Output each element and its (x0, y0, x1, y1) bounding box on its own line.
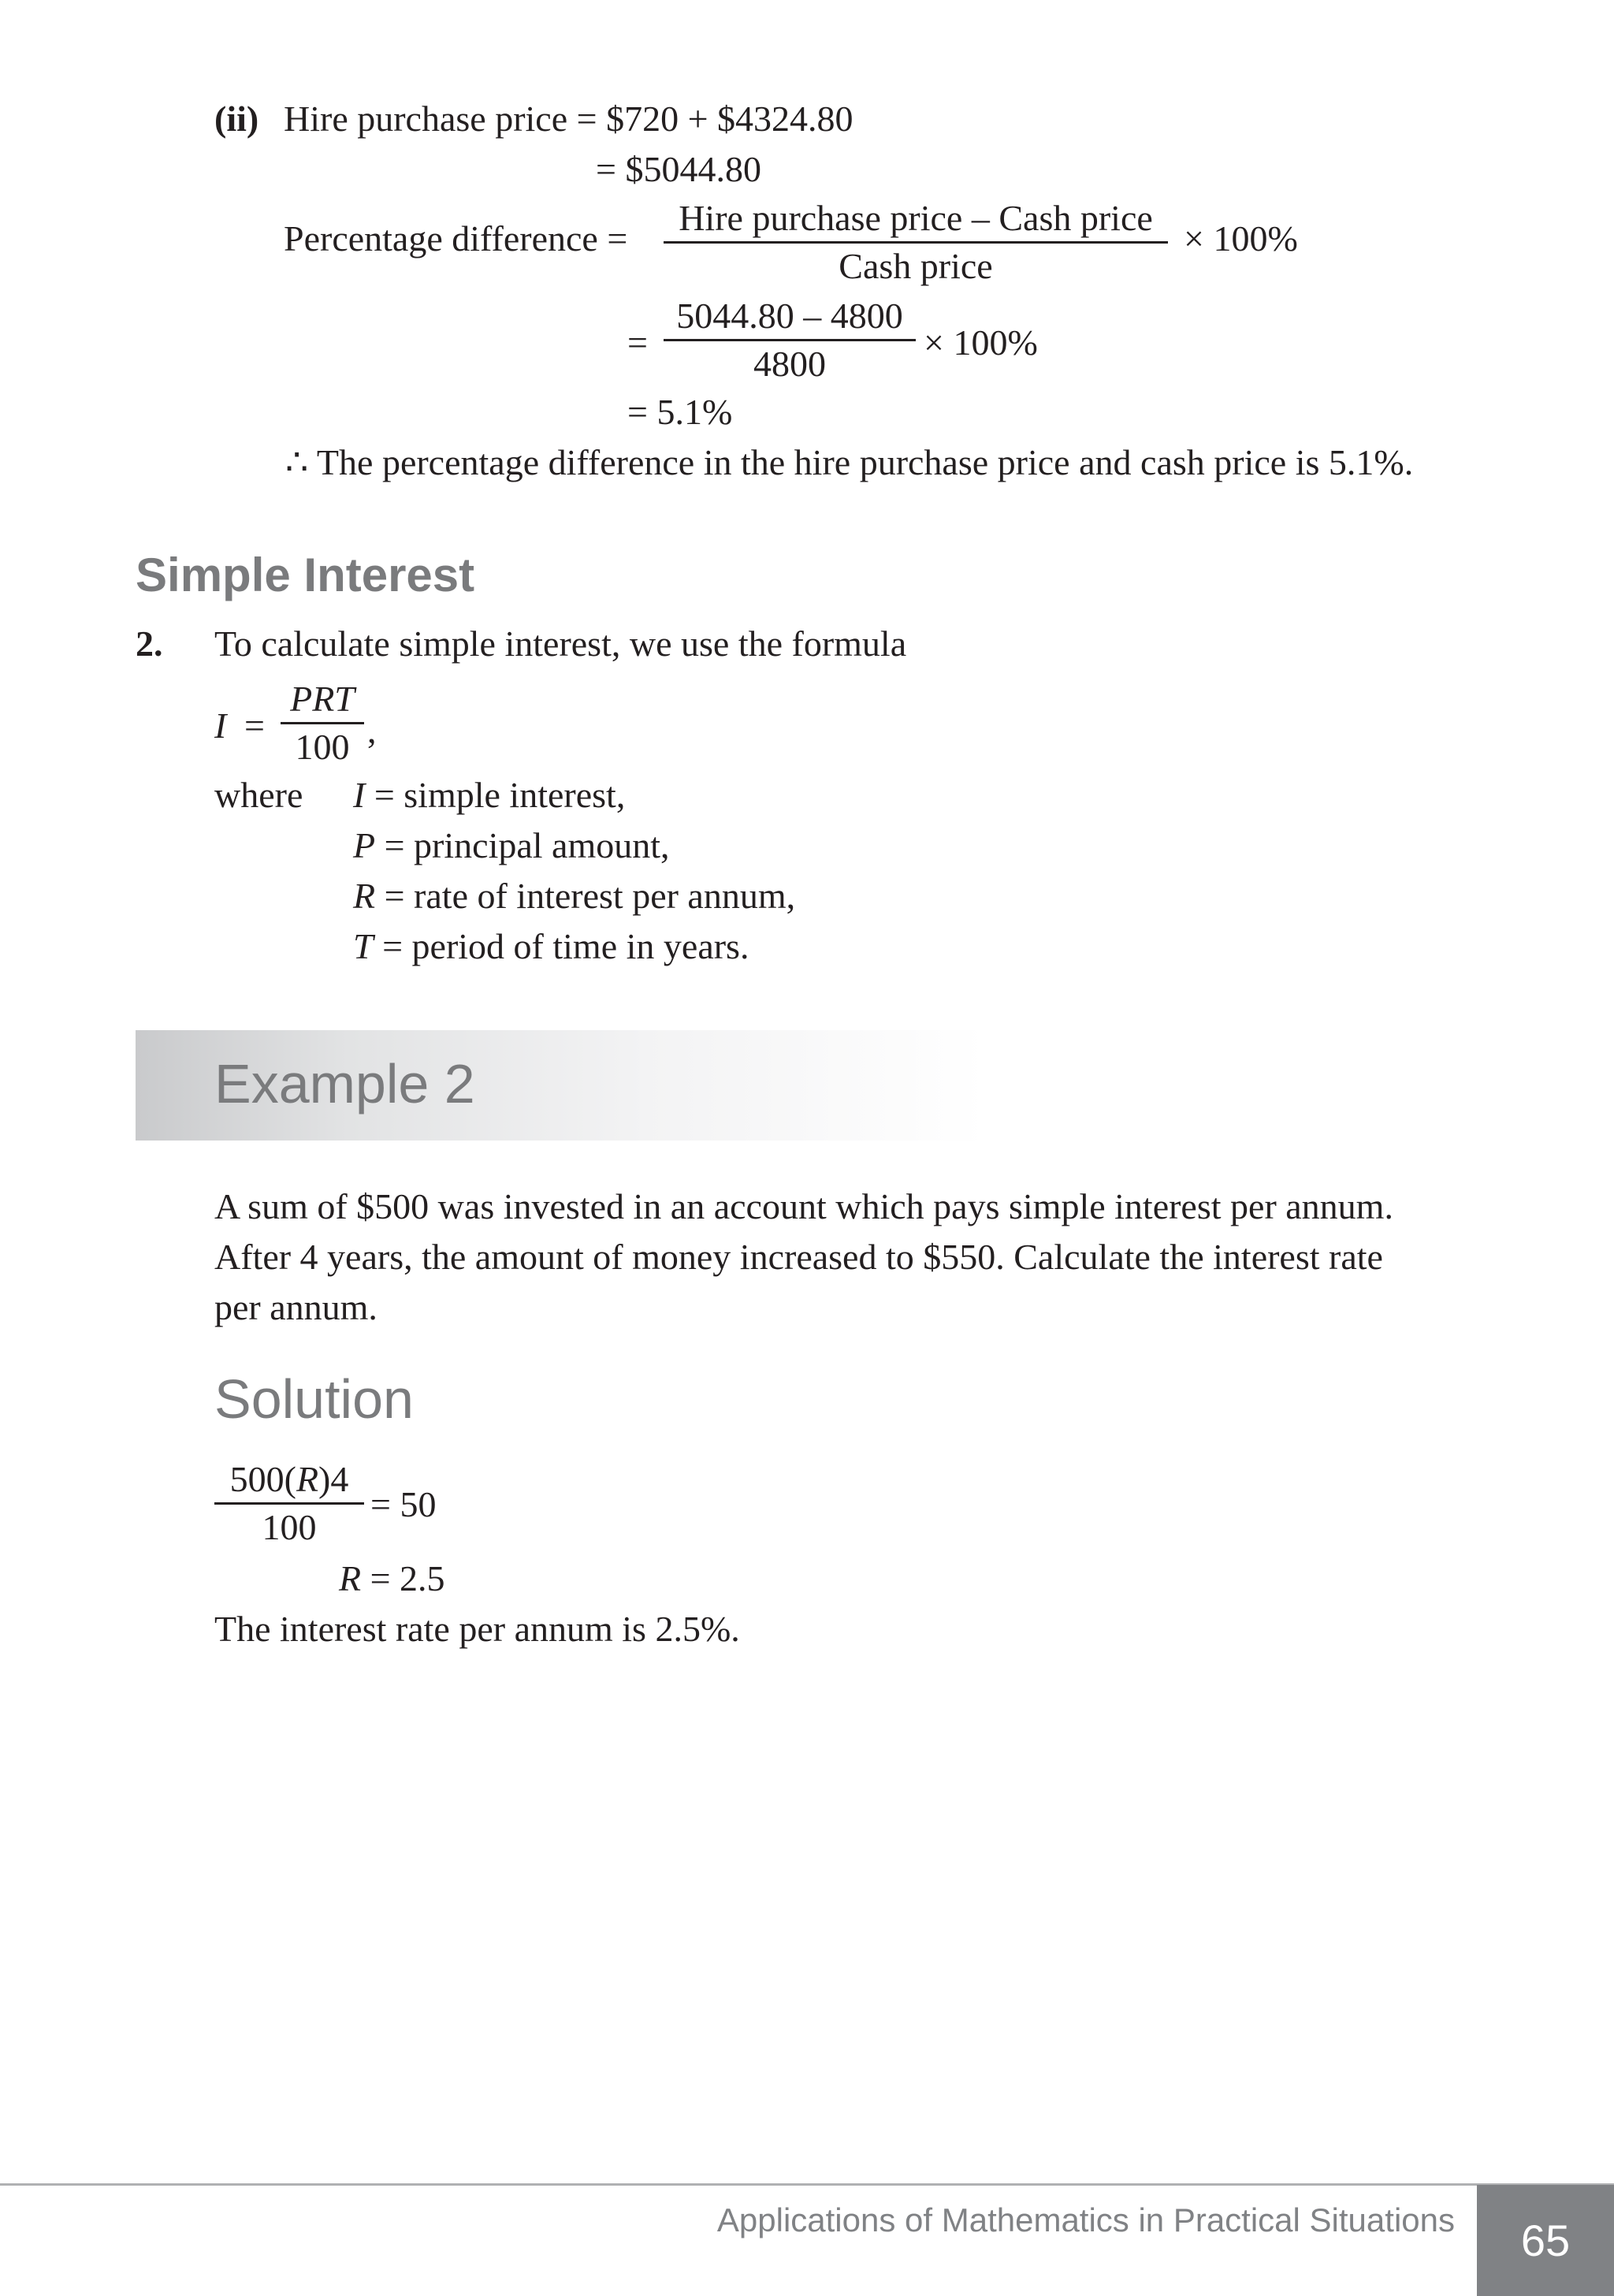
fraction-bar (281, 722, 364, 724)
fraction-numerator: Hire purchase price – Cash price (679, 198, 1153, 238)
variable-symbol: R (353, 876, 376, 916)
formula-intro: To calculate simple interest, we use the formula (214, 623, 907, 664)
definition-line (353, 777, 625, 813)
fraction-denominator: Cash price (839, 246, 993, 286)
definition-line (353, 928, 749, 965)
example-text-line: per annum. (214, 1287, 377, 1327)
fraction-denominator: 4800 (753, 344, 826, 384)
formula-equals: = (244, 705, 265, 746)
fraction-numerator: PRT (290, 679, 355, 719)
fraction-bar (214, 1502, 364, 1505)
hire-purchase-price-result: = $5044.80 (596, 149, 761, 189)
page-number: 65 (1477, 2185, 1614, 2296)
times-100-percent: × 100% (1184, 218, 1298, 259)
percentage-difference-fraction (664, 200, 1168, 285)
solution-heading: Solution (214, 1368, 414, 1430)
example-heading: Example 2 (214, 1053, 475, 1115)
solution-fraction (214, 1461, 364, 1546)
solution-conclusion: The interest rate per annum is 2.5%. (214, 1609, 740, 1649)
definition-line (353, 825, 670, 865)
percentage-result: = 5.1% (627, 392, 733, 432)
definition-line (353, 878, 795, 914)
percentage-conclusion: ∴ The percentage difference in the hire purchase price and cash price is 5.1%. (285, 442, 1414, 482)
times-100-percent: × 100% (924, 322, 1038, 363)
variable-symbol: R (339, 1558, 362, 1598)
footer-title: Applications of Mathematics in Practical Situations (716, 2201, 1455, 2238)
definition-text: = period of time in years. (373, 926, 749, 966)
interest-formula-fraction (281, 681, 364, 765)
item-number: 2. (136, 623, 163, 664)
definition-text: = rate of interest per annum, (375, 876, 796, 916)
variable-symbol: T (353, 926, 374, 966)
fraction-bar (664, 339, 916, 341)
solution-equation-rhs: = 50 (370, 1484, 437, 1524)
numeric-fraction (664, 298, 916, 382)
percentage-difference-label: Percentage difference = (284, 218, 628, 259)
fraction-bar (664, 241, 1168, 244)
fraction-denominator: 100 (295, 727, 350, 767)
fraction-numerator: 500(R)4 (229, 1459, 349, 1499)
variable-symbol: I (353, 775, 366, 815)
variable-symbol: P (353, 825, 376, 865)
part-marker: (ii) (214, 99, 259, 139)
fraction-numerator: 5044.80 – 4800 (676, 296, 903, 336)
footer-rule (0, 2183, 1614, 2186)
equals-sign: = (627, 322, 648, 363)
formula-lhs: I (214, 705, 227, 746)
value-text: = 2.5 (361, 1558, 445, 1598)
formula-comma: , (367, 710, 377, 750)
definition-text: = principal amount, (375, 825, 670, 865)
section-heading: Simple Interest (136, 549, 475, 601)
where-label: where (214, 775, 303, 815)
fraction-denominator: 100 (262, 1507, 317, 1547)
hire-purchase-price-line: Hire purchase price = $720 + $4324.80 (284, 99, 853, 139)
example-text-line: After 4 years, the amount of money increased to $550. Calculate the interest rate (214, 1237, 1383, 1277)
definition-text: = simple interest, (365, 775, 626, 815)
solution-r-value (339, 1558, 445, 1598)
example-text-line: A sum of $500 was invested in an account which pays simple interest per annum. (214, 1186, 1393, 1226)
